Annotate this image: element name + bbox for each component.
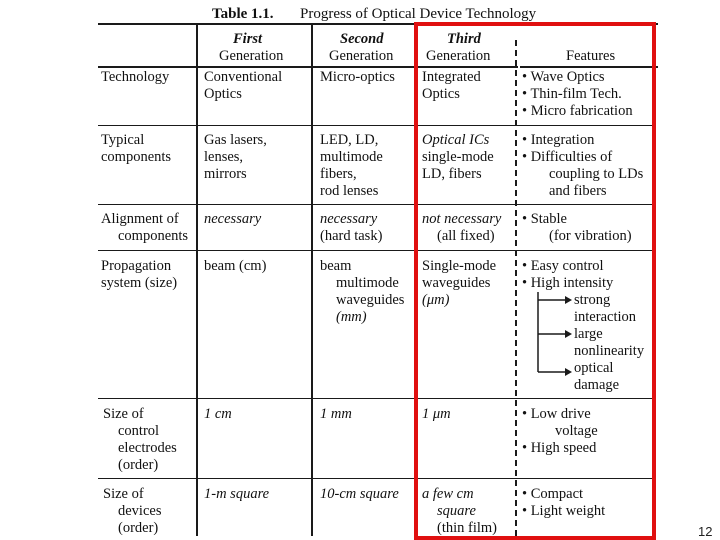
header-third-line1: Third xyxy=(447,31,481,47)
row-label-alignment: components xyxy=(118,228,189,244)
header-second-line1: Second xyxy=(340,31,384,47)
cell-first: necessary xyxy=(204,211,262,227)
cell-feature: strong xyxy=(574,292,611,308)
cell-feature: coupling to LDs xyxy=(549,166,644,182)
cell-feature: damage xyxy=(574,377,620,393)
cell-feature: • Light weight xyxy=(522,503,606,519)
page-number: 12 xyxy=(698,524,713,539)
row-label-electrodes: Size of xyxy=(103,406,144,422)
cell-third: Optics xyxy=(422,86,460,102)
cell-feature: nonlinearity xyxy=(574,343,645,359)
table-label: Table 1.1. xyxy=(212,6,274,22)
cell-second: multimode xyxy=(336,275,399,291)
cell-feature: • Micro fabrication xyxy=(522,103,633,119)
table-title: Progress of Optical Device Technology xyxy=(300,6,537,22)
header-third-line2: Generation xyxy=(426,48,491,64)
column-divider-1 xyxy=(196,24,198,536)
cell-first: lenses, xyxy=(204,149,244,165)
cell-second: rod lenses xyxy=(320,183,379,199)
cell-feature: • Easy control xyxy=(522,258,604,274)
cell-feature: • Compact xyxy=(522,486,584,502)
header-first-line2: Generation xyxy=(219,48,284,64)
cell-first: beam (cm) xyxy=(204,258,267,274)
cell-feature: large xyxy=(574,326,603,342)
row-label-propagation: Propagation xyxy=(101,258,172,274)
header-first-line1: First xyxy=(233,31,263,47)
row-label-devices: devices xyxy=(118,503,162,519)
cell-feature: optical xyxy=(574,360,614,376)
cell-second: beam xyxy=(320,258,352,274)
row-label-devices: Size of xyxy=(103,486,144,502)
cell-feature: and fibers xyxy=(549,183,607,199)
cell-third: (μm) xyxy=(422,292,450,308)
cell-second: LED, LD, xyxy=(320,132,379,148)
cell-third: (thin film) xyxy=(437,520,498,536)
cell-third: single-mode xyxy=(422,149,494,165)
cell-third: (all fixed) xyxy=(437,228,495,244)
row-label-technology: Technology xyxy=(101,69,170,85)
cell-third: a few cm xyxy=(422,486,474,502)
cell-second: (hard task) xyxy=(320,228,383,244)
header-second-line2: Generation xyxy=(329,48,394,64)
cell-third: square xyxy=(437,503,476,519)
cell-third: Optical ICs xyxy=(422,132,490,148)
cell-feature: • High speed xyxy=(522,440,597,456)
row-label-electrodes: (order) xyxy=(118,457,159,473)
cell-second: multimode xyxy=(320,149,383,165)
column-divider-2 xyxy=(311,24,313,536)
cell-feature: voltage xyxy=(555,423,598,439)
cell-second: fibers, xyxy=(320,166,357,182)
cell-feature: • Wave Optics xyxy=(522,69,605,85)
cell-feature: • High intensity xyxy=(522,275,614,291)
cell-second: waveguides xyxy=(336,292,405,308)
cell-second: necessary xyxy=(320,211,378,227)
cell-third: Single-mode xyxy=(422,258,497,274)
cell-third: 1 μm xyxy=(422,406,451,422)
cell-first: 1 cm xyxy=(204,406,232,422)
cell-feature: • Low drive xyxy=(522,406,591,422)
cell-feature: (for vibration) xyxy=(549,228,632,244)
cell-first: Gas lasers, xyxy=(204,132,267,148)
cell-third: LD, fibers xyxy=(422,166,482,182)
cell-feature: interaction xyxy=(574,309,637,325)
row-label-typical-components: components xyxy=(101,149,172,165)
cell-feature: • Difficulties of xyxy=(522,149,613,165)
row-label-electrodes: control xyxy=(118,423,160,439)
cell-third: Integrated xyxy=(422,69,481,85)
cell-second: (mm) xyxy=(336,309,367,325)
cell-first: Optics xyxy=(204,86,242,102)
row-label-devices: (order) xyxy=(118,520,159,536)
cell-feature: • Thin-film Tech. xyxy=(522,86,622,102)
row-label-alignment: Alignment of xyxy=(101,211,179,227)
cell-feature: • Stable xyxy=(522,211,567,227)
cell-feature: • Integration xyxy=(522,132,595,148)
row-label-propagation: system (size) xyxy=(101,275,178,291)
cell-first: 1-m square xyxy=(204,486,270,502)
highlight-frame xyxy=(414,22,656,540)
cell-third: waveguides xyxy=(422,275,491,291)
cell-third: not necessary xyxy=(422,211,502,227)
cell-second: 10-cm square xyxy=(320,486,399,502)
cell-second: 1 mm xyxy=(320,406,352,422)
cell-second: Micro-optics xyxy=(320,69,395,85)
row-label-electrodes: electrodes xyxy=(118,440,177,456)
cell-first: Conventional xyxy=(204,69,283,85)
row-label-typical-components: Typical xyxy=(101,132,145,148)
header-features: Features xyxy=(566,48,616,64)
cell-first: mirrors xyxy=(204,166,247,182)
